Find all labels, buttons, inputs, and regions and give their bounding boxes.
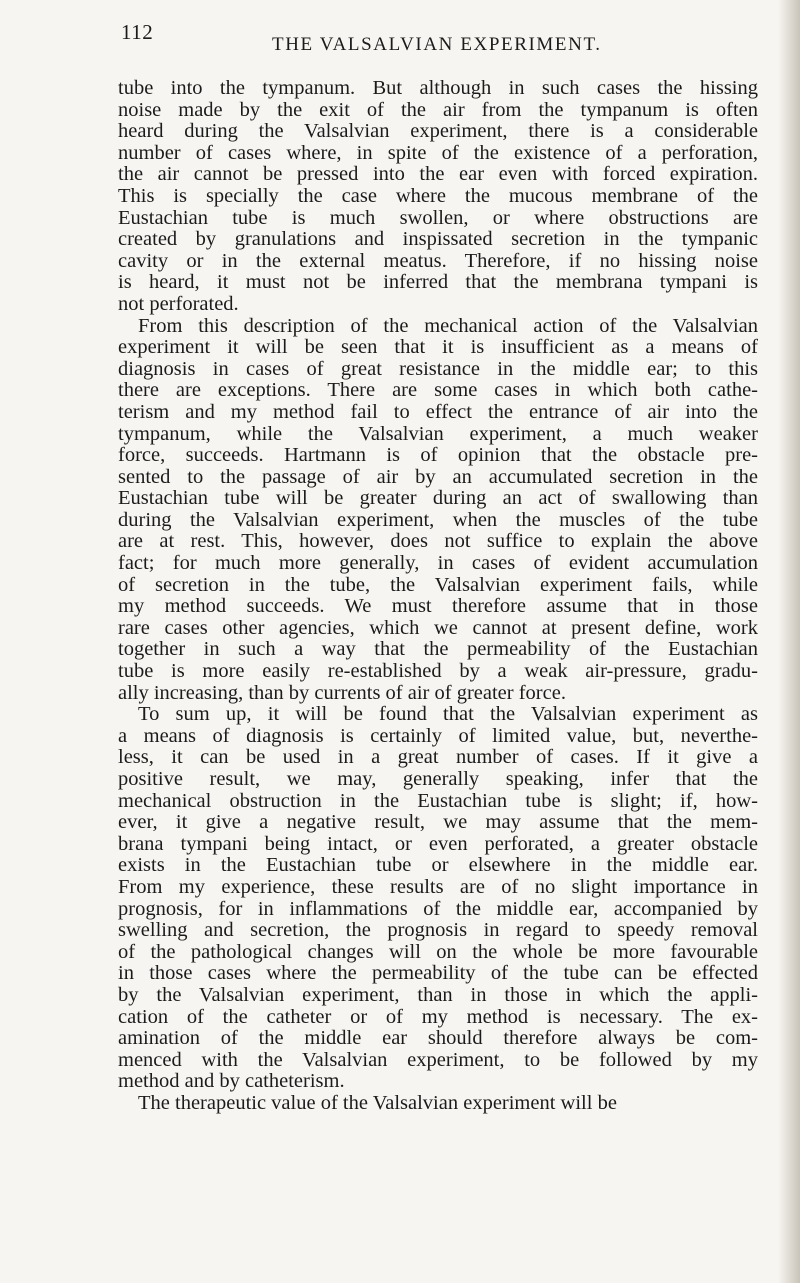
text-line: sented to the passage of air by an accumulated secretion in the	[118, 465, 758, 488]
paragraph	[118, 1093, 758, 1115]
text-line: positive result, we may, generally speaking, infer that the	[118, 768, 758, 790]
paragraph	[118, 316, 758, 705]
text-line: together in such a way that the permeability of the Eustachian	[118, 638, 758, 661]
body-text	[118, 78, 758, 1115]
page-edge-shadow	[778, 0, 800, 1283]
running-title: THE VALSALVIAN EXPERIMENT.	[272, 34, 602, 55]
text-line: rare cases other agencies, which we cannot at present define, work	[118, 616, 758, 639]
text-line: tube into the tympanum. But although in such cases the hissing	[118, 77, 758, 99]
text-line: cavity or in the external meatus. Therefore, if no hissing noise	[118, 249, 758, 272]
text-line: fact; for much more generally, in cases of evident accumulation	[118, 552, 758, 575]
text-line: noise made by the exit of the air from the tympanum is often	[118, 98, 758, 121]
text-line: there are exceptions. There are some cases in which both cathe-	[118, 379, 758, 402]
text-line: brana tympani being intact, or even perforated, a greater obstacle	[118, 832, 758, 855]
text-line: not perforated.	[118, 292, 239, 315]
text-line: From this description of the mechanical action of the Valsalvian	[138, 314, 758, 337]
text-line: Eustachian tube will be greater during an act of swallowing than	[118, 487, 758, 510]
text-line: less, it can be used in a great number of cases. If it give a	[118, 746, 758, 769]
text-line: in those cases where the permeability of the tube can be effected	[118, 962, 758, 985]
page-number: 112	[121, 20, 154, 44]
text-line: This is specially the case where the mucous membrane of the	[118, 184, 758, 207]
text-line: terism and my method fail to effect the entrance of air into the	[118, 400, 758, 423]
text-line: during the Valsalvian experiment, when the muscles of the tube	[118, 508, 758, 531]
text-line: From my experience, these results are of no slight importance in	[118, 875, 758, 898]
text-line: my method succeeds. We must therefore assume that in those	[118, 595, 758, 618]
text-line: amination of the middle ear should therefore always be com-	[118, 1027, 758, 1050]
paragraph	[118, 704, 758, 1093]
text-line: Eustachian tube is much swollen, or where obstructions are	[118, 206, 758, 229]
text-line: experiment it will be seen that it is insufficient as a means of	[118, 336, 758, 359]
text-line: ever, it give a negative result, we may assume that the mem-	[118, 811, 758, 834]
text-line: the air cannot be pressed into the ear even with forced expiration.	[118, 163, 758, 186]
text-line: force, succeeds. Hartmann is of opinion that the obstacle pre-	[118, 444, 758, 467]
text-line: method and by catheterism.	[118, 1070, 345, 1093]
paragraph	[118, 78, 758, 316]
text-line: cation of the catheter or of my method is necessary. The ex-	[118, 1005, 758, 1028]
text-line: of secretion in the tube, the Valsalvian experiment fails, while	[118, 573, 758, 596]
text-line: is heard, it must not be inferred that the membrana tympani is	[118, 271, 758, 294]
text-line: swelling and secretion, the prognosis in regard to speedy removal	[118, 919, 758, 942]
text-line: exists in the Eustachian tube or elsewhere in the middle ear.	[118, 854, 758, 877]
text-line: diagnosis in cases of great resistance in the middle ear; to this	[118, 357, 758, 380]
text-line: The therapeutic value of the Valsalvian experiment will be	[138, 1091, 617, 1114]
text-line: of the pathological changes will on the whole be more favourable	[118, 940, 758, 963]
text-line: To sum up, it will be found that the Valsalvian experiment as	[138, 703, 758, 726]
text-line: are at rest. This, however, does not suffice to explain the above	[118, 530, 758, 553]
text-line: tube is more easily re-established by a weak air-pressure, gradu-	[118, 660, 758, 683]
text-line: prognosis, for in inflammations of the middle ear, accompanied by	[118, 897, 758, 920]
text-line: ally increasing, than by currents of air of greater force.	[118, 681, 566, 704]
text-line: tympanum, while the Valsalvian experiment, a much weaker	[118, 422, 758, 445]
text-line: created by granulations and inspissated secretion in the tympanic	[118, 228, 758, 251]
text-line: heard during the Valsalvian experiment, there is a considerable	[118, 120, 758, 143]
text-line: by the Valsalvian experiment, than in those in which the appli-	[118, 983, 758, 1006]
text-line: number of cases where, in spite of the existence of a perforation,	[118, 141, 758, 164]
text-line: a means of diagnosis is certainly of limited value, but, neverthe-	[118, 724, 758, 747]
text-line: menced with the Valsalvian experiment, to be followed by my	[118, 1048, 758, 1071]
text-line: mechanical obstruction in the Eustachian tube is slight; if, how-	[118, 789, 758, 812]
